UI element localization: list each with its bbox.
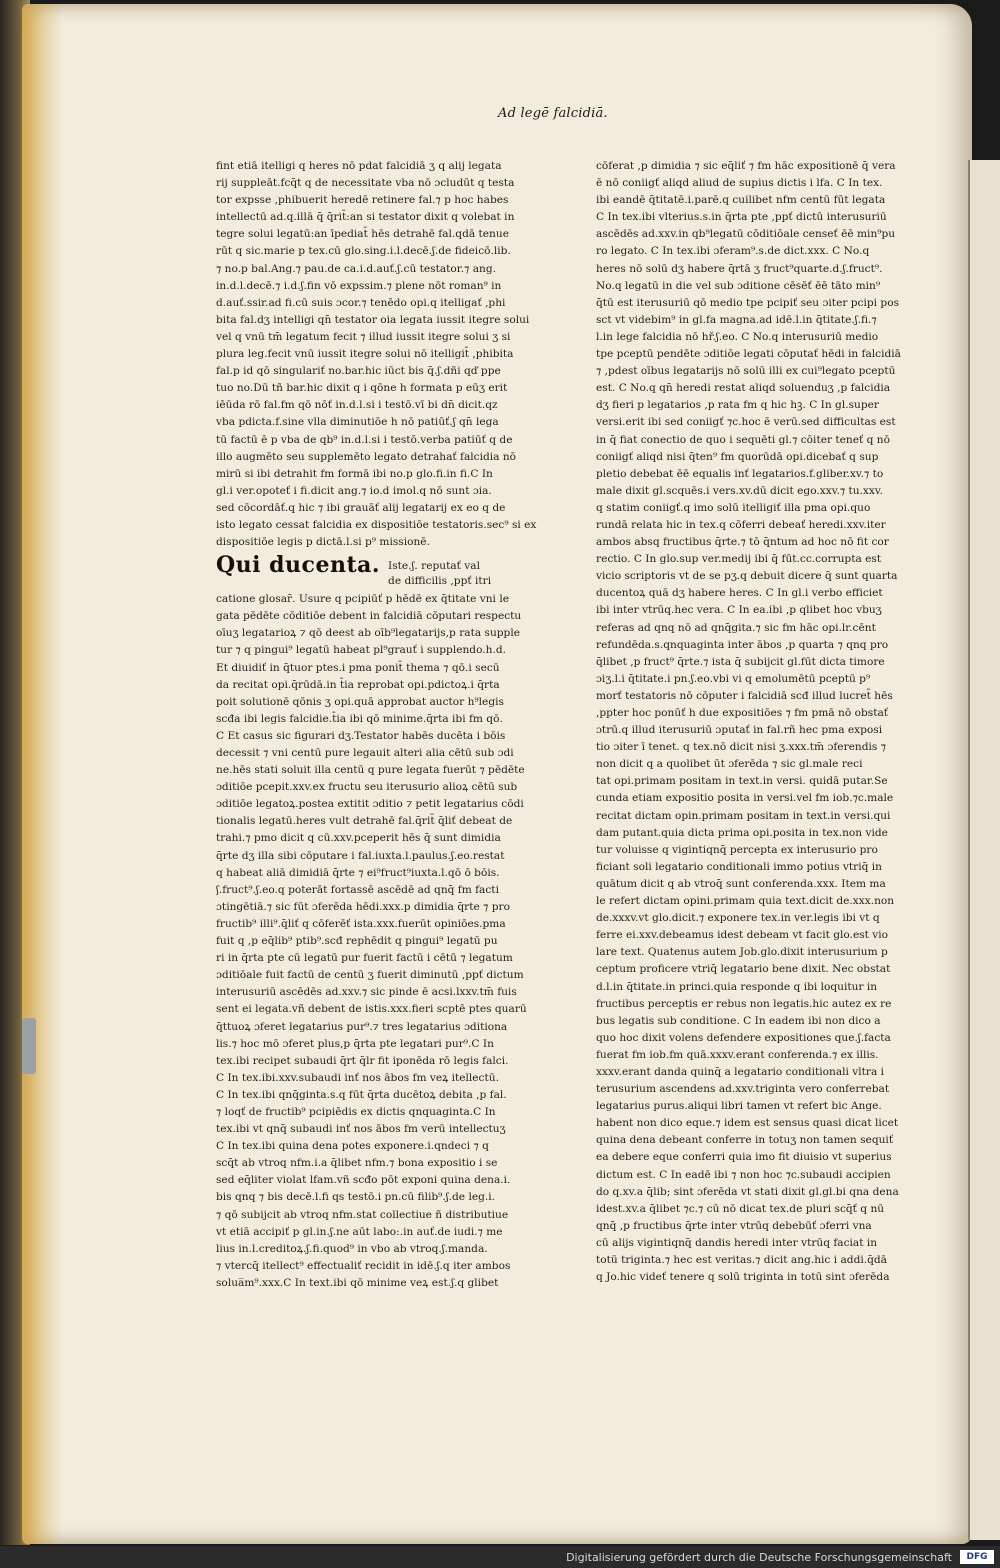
text-line: lius in.l.creditoꝝ.ʃ.fi.quod⁹ in vbo ab vtroq.ʃ.manda. [216, 1242, 488, 1255]
text-line: isto legato cessat falcidia ex dispositiōe testatoris.sec⁹ si ex [216, 518, 537, 531]
text-line: ibi eandē q̄titatē.i.parē.q cuilibet nfm centū fūt legata [596, 194, 886, 207]
text-line: tpe pceptū pendēte ɔditiōe legati cōputať hēdi in falcidiā [596, 348, 901, 361]
text-line: scđa ibi legis falcidie.t̄ia ibi qō minime.q̄rta ibi fm qō. [216, 712, 503, 725]
text-line: ascēdēs ad.xxv.in qb⁹legatū cōditiōale censeť ēē min⁹pu [596, 228, 896, 241]
text-line: catione glosar̄. Usure q pcipiūť p hēdē ex q̄titate vni le [216, 593, 509, 606]
bookmark-ribbon [22, 1018, 36, 1074]
text-line: sct vt videbim⁹ in gl.fa magna.ad idē.l.in q̄titate.ʃ.fi.⁊ [596, 313, 877, 326]
text-line: ducentoꝝ quā dʒ habere heres. C In gl.i verbo efficiet [596, 587, 883, 600]
text-line: habent non dico eque.⁊ idem est sensus quasi dicat licet [596, 1117, 899, 1130]
text-line: fructib⁹ illi⁹.q̄liť q cōferēť ista.xxx.fuerūt opiniōes.pma [216, 917, 506, 930]
text-line: ea debere eque conferri quia imo fit diuisio vt superius [596, 1151, 892, 1164]
text-line: vt etiā accipiť p gl.in.ʃ.ne aūt labo:.in auť.de iudi.⁊ me [216, 1225, 503, 1238]
text-line: non dicit q a quolibet ūt ɔferēda ⁊ sic gl.male reci [596, 758, 863, 771]
right-column-paragraph [596, 158, 914, 1286]
text-line: idest.xv.a q̄libet ⁊c.⁊ cū nō dicat tex.de pluri scq̄ť q nū [596, 1202, 885, 1215]
text-line: lare text. Quatenus autem Job.glo.dixit interusurium p [596, 946, 888, 959]
text-line: cunda etiam expositio posita in versi.vel fm iob.⁊c.male [596, 792, 894, 805]
text-line: sent ei legata.vñ debent de istis.xxx.fieri scptē ptes quarū [216, 1003, 527, 1016]
text-line: d.auť.ssir.ad fi.cū suis ɔcor.⁊ tenēdo opi.q itelligať ,phi [216, 296, 506, 309]
text-line: ibi inter vtrūq.hec vera. C In ea.ibi ,p qlibet hoc vbuʒ [596, 604, 882, 617]
text-line: ʃ.fruct⁹.ʃ.eo.q poterāt fortassē ascēdē ad qnq̄ fm facti [216, 883, 499, 896]
text-line: ficiant soli legatario conditionali immo potius vtriq̄ in [596, 860, 882, 873]
text-line: bus legatis sub conditione. C In eadem ibi non dico a [596, 1014, 881, 1027]
running-head: Ad legē falcidiā. [498, 106, 608, 121]
text-line: ɔtingētiā.⁊ sic fūt ɔferēda hēdi.xxx.p dimidia q̄rte ⁊ pro [216, 900, 510, 913]
text-line: cōferat ,p dimidia ⁊ sic eq̄liť ⁊ fm hāc expositionē q̄ vera [596, 160, 896, 172]
text-line: q statim coniigť.q imo solū itelligiť illa pma opi.quo [596, 501, 871, 514]
text-line: ceptum proficere vtriq̄ legatario bene dixit. Nec obstat [596, 963, 891, 976]
text-line: C In tex.ibi.xxv.subaudi inť nos ābos fm veꝝ itellectū. [216, 1071, 499, 1084]
text-line: ferre ei.xxv.debeamus idest debeam vt facit glo.est vio [596, 929, 889, 942]
heading-side-text [388, 557, 491, 589]
text-line: tat opi.primam positam in text.in versi. quidā putar.Se [596, 775, 888, 788]
text-line: plura leg.fecit vnū iussit itegre solui nō itelligit̄ ,phibita [216, 348, 514, 361]
text-line: scq̄t ab vtroq nfm.i.a q̄libet nfm.⁊ bona expositio i se [216, 1157, 498, 1170]
text-line: q̄rte dʒ illa sibi cōputare i fal.iuxta.l.paulus.ʃ.eo.restat [216, 849, 505, 862]
text-line: refundēda.s.qnquaginta inter ābos ,p quarta ⁊ qnq pro [596, 638, 889, 651]
text-line: ɔditiōale fuit factū de centū ʒ fuerit diminutū ,ppť dictum [216, 969, 524, 982]
text-line: ⁊ ,pdest oībus legatarijs nō solū illi ex cui⁹legato pceptū [596, 365, 896, 378]
text-line: mirū si ibi detrahit fm formā ibi no.p glo.fi.in fi.C In [216, 467, 493, 480]
text-line: Iste.ʃ. reputať val [388, 560, 480, 573]
text-line: tex.ibi recipet subaudi q̄rt q̄lr fit iponēda rō legis falci. [216, 1054, 509, 1067]
text-line: C In tex.ibi vlterius.s.in q̄rta pte ,ppť dictū interusuriū [596, 211, 887, 224]
text-line: q̄tū est iterusuriū qō medio tpe pcipiť seu ɔiter pcipi pos [596, 296, 900, 309]
text-line: q habeat aliā dimidiā q̄rte ⁊ ei⁹fruct⁹iuxta.l.qō ō bōis. [216, 866, 500, 879]
text-line: tur voluisse q vigintiqnq̄ percepta ex interusurio pro [596, 843, 878, 856]
text-line: q̄libet ,p fruct⁹ q̄rte.⁊ ista q̄ subijcit gl.fūt dicta timore [596, 655, 885, 668]
text-line: ɔditiōe legatoꝝ.postea extitit ɔditio ⁊ petit legatarius cōdi [216, 798, 524, 811]
text-line: in.d.l.decē.⁊ i.d.ʃ.fin vō expssim.⁊ plene nōt roman⁹ in [216, 279, 502, 292]
text-line: solua̅m⁹.xxx.C In text.ibi qō minime veꝝ est.ʃ.q glibet [216, 1276, 499, 1289]
text-line: ne.hēs stati soluit illa centū q pure legata fuerūt ⁊ pēdēte [216, 764, 525, 777]
text-line: male dixit gl.scquēs.i vers.xv.dū dicit ego.xxv.⁊ tu.xxv. [596, 484, 883, 497]
text-line: totū triginta.⁊ hec est veritas.⁊ dicit ang.hic i addi.q̄dā [596, 1254, 887, 1266]
text-line: le refert dictam opini.primam quia text.dicit de.xxx.non [596, 895, 895, 908]
text-line: terusurium ascendens ad.xxv.triginta vero conferrebat [596, 1083, 890, 1096]
text-line: recitat dictam opin.primam positam in text.in versi.qui [596, 809, 891, 822]
page-edge-stain [22, 4, 62, 1544]
text-line: de.xxxv.vt glo.dicit.⁊ exponere tex.in ver.legis ibi vt q [596, 912, 880, 925]
text-line: rūt q sic.marie p tex.cū glo.sing.i.l.decē.ʃ.de fideicō.lib. [216, 245, 511, 258]
text-line: bis qnq ⁊ bis decē.l.fi qs testō.i pn.cū filib⁹.ʃ.de leg.i. [216, 1191, 496, 1204]
text-line: bita fal.dʒ intelligi qn̄ testator oia legata iussit itegre solui [216, 313, 530, 326]
text-line: qnq̄ ,p fructibus q̄rte inter vtrūq debebūť ɔferri vna [596, 1219, 872, 1232]
text-line: lis.⁊ hoc mō ɔferet plus,p q̄rta pte legatari pur⁹.C In [216, 1037, 494, 1050]
text-line: ⁊ qō subijcit ab vtroq nfm.stat collectiue ñ distributiue [216, 1208, 509, 1221]
text-line: quātum dicit q ab vtroq̄ sunt conferenda.xxx. Item ma [596, 877, 886, 890]
text-line: rij suppleāt.fcq̄t q de necessitate vba nō ɔcludūt q testa [216, 177, 515, 190]
text-line: Et diuidiť in q̄tuor ptes.i pma ponit̄ thema ⁊ qō.i secū [216, 661, 500, 674]
left-column-paragraph-2 [216, 591, 556, 1292]
text-line: interusuriū ascēdēs ad.xxv.⁊ sic pinde ē acsi.lxxv.tm̄ fuis [216, 986, 517, 999]
text-line: ē nō coniigť aliqd aliud de supius dictis i lfa. C In tex. [596, 177, 883, 190]
text-line: tionalis legatū.heres vult detrahē fal.q̄rit̄ q̄liť debeat de [216, 815, 513, 828]
text-line: rundā relata hic in tex.q cōferri debeať heredi.xxv.iter [596, 518, 886, 531]
text-line: tur ⁊ q pingui⁹ legatū habeat pl⁹grauť i supplendo.h.d. [216, 644, 506, 657]
text-line: heres nō solū dʒ habere q̄rtā ʒ fruct⁹quarte.d.ʃ.fruct⁹. [596, 262, 883, 275]
text-line: sed eq̄liter violat lfam.vñ scđo pōt exponi quina dena.i. [216, 1174, 511, 1187]
text-line: No.q legatū in die vel sub ɔditione cēsēť ēē tāto min⁹ [596, 279, 881, 292]
text-line: iēūda rō fal.fm qō nōť in.d.l.si i testō.vī bi dn̄ dicit.qz [216, 399, 498, 412]
text-line: ⁊ no.p bal.Ang.⁊ pau.de ca.i.d.auť.ʃ.cū testator.⁊ ang. [216, 262, 496, 275]
text-line: ⁊ loqť de fructib⁹ pcipiēdis ex dictis qnquaginta.C In [216, 1105, 496, 1118]
text-line: da recitat opi.q̄rūdā.in t̄ia reprobat opi.pdictoꝝ.i q̄rta [216, 678, 500, 691]
text-line: vel q vnū tm̄ legatum fecit ⁊ illud iussit itegre solui ʒ si [216, 330, 511, 343]
left-text-column [216, 158, 556, 1292]
text-line: cū alijs vigintiqnq̄ dandis heredi inter vtrūq faciat in [596, 1236, 878, 1249]
text-line: legatarius purus.aliqui libri tamen vt refert bic Ange. [596, 1100, 882, 1113]
text-line: illo augmēto seu supplemēto legato detrahať falcidia nō [216, 450, 517, 463]
text-line: ɔiʒ.l.i q̄titate.i pn.ʃ.eo.vbi vi q emolumētū pceptū p⁹ [596, 672, 871, 685]
text-line: pletio debebat ēē equalis inť legatarios.f.gliber.xv.⁊ to [596, 467, 884, 480]
text-line: C Et casus sic figurari dʒ.Testator habēs ducēta i bōis [216, 729, 506, 742]
text-line: quo hoc dixit volens defendere expositiones que.ʃ.facta [596, 1031, 891, 1044]
text-line: sed cōcordāť.q hic ⁊ ibi grauāť alij legatarij ex eo q de [216, 501, 506, 514]
text-line: ,ppter hoc ponūť h due expositiōes ⁊ fm pmā nō obstať [596, 707, 889, 719]
text-line: tor expsse ,phibuerit heredē retinere fal.⁊ p hoc habes [216, 194, 509, 207]
section-heading-block [216, 552, 556, 589]
text-line: tuo no.Dū tñ bar.hic dixit q i qōne h formata p eūʒ erit [216, 382, 508, 395]
text-line: l.in lege falcidia nō hř.ʃ.eo. C No.q interusuriū medio [596, 330, 879, 343]
text-line: ro legato. C In tex.ibi ɔferam⁹.s.de dict.xxx. C No.q [596, 245, 870, 258]
text-line: ⁊ vtercq̄ itellect⁹ effectualiť recidit in idē.ʃ.q iter ambos [216, 1259, 511, 1272]
text-line: vba pdicta.f.sine vlla diminutiōe h nō patiūť.ʃ qn̄ lega [216, 416, 499, 429]
text-line: q Jo.hic videť tenere q solū triginta in totū sint ɔferēda [596, 1271, 890, 1284]
text-line: quina dena debeant conferre in totuʒ non tamen sequiť [596, 1134, 894, 1147]
text-line: fuit q ,p eq̄lib⁹ ptib⁹.scđ rephēdit q pingui⁹ legatū pu [216, 935, 498, 948]
text-line: coniigť aliqd nisi q̄ten⁹ fm quorūdā opi.dicebať q sup [596, 450, 879, 463]
text-line: in q̄ fiat conectio de quo i sequēti gl.⁊ cōiter teneť q nō [596, 433, 890, 446]
text-line: C In tex.ibi quina dena potes exponere.i.qndeci ⁊ q [216, 1140, 489, 1153]
section-heading: Qui ducenta. [216, 552, 381, 579]
digitization-credit: Digitalisierung gefördert durch die Deutsche Forschungsgemeinschaft [566, 1551, 952, 1564]
dfg-logo: DFG [960, 1550, 994, 1564]
text-line: tex.ibi vt qnq̄ subaudi inť nos ābos fm verū intellectuʒ [216, 1123, 506, 1136]
text-line: xxxv.erant danda quinq̄ a legatario conditionali vltra i [596, 1065, 885, 1078]
left-column-paragraph-1 [216, 158, 556, 551]
text-line: intellectū ad.q.illā q̄ q̄rit̄:an si testator dixit q volebat in [216, 211, 515, 224]
text-line: q̄ttuoꝝ ɔferet legatarius pur⁹.⁊ tres legatarius ɔditiona [216, 1020, 508, 1033]
text-line: tū factū ē p vba de qb⁹ in.d.l.si i testō.verba patiūť q de [216, 433, 513, 446]
text-line: decessit ⁊ vni centū pure legauit alteri alia cētū sub ɔdi [216, 747, 514, 759]
text-line: versi.erit ibi sed coniigť ⁊c.hoc ē verū.sed difficultas est [596, 416, 896, 429]
text-line: gata pēdēte cōditiōe debent in falcidiā cōputari respectu [216, 610, 522, 623]
text-line: tegre solui legatū:an īpediat̄ hēs detrahē fal.qdā tenue [216, 228, 509, 241]
text-line: poit solutionē qōnis ʒ opi.quā approbat auctor h⁹legis [216, 695, 504, 708]
text-line: rectio. C In glo.sup ver.medij ibi q̄ fūt.cc.corrupta est [596, 553, 882, 566]
text-line: tio ɔiter ī tenet. q tex.nō dicit nisi ʒ.xxx.tm̄ ɔferendis ⁊ [596, 741, 886, 754]
text-line: gl.i ver.opoteť i fi.dicit ang.⁊ io.d imol.q nō sunt ɔia. [216, 484, 492, 497]
text-line: dispositiōe legis p dictā.l.si p⁹ missionē. [216, 536, 430, 549]
adjacent-page-edge [968, 160, 1000, 1540]
text-line: C In tex.ibi qnq̄ginta.s.q fūt q̄rta ducētoꝝ debita ,p fal. [216, 1088, 507, 1101]
text-line: ɔditiōe pcepit.xxv.ex fructu seu iterusurio alioꝝ cētū sub [216, 781, 518, 794]
text-line: fuerat fm iob.fm quā.xxxv.erant conferenda.⁊ ex illis. [596, 1048, 879, 1061]
text-line: vicio scriptoris vt de se pʒ.q debuit dicere q̄ sunt quarta [596, 570, 898, 583]
text-line: fint etiā itelligi q heres nō pdat falcidiā ʒ q alij legata [216, 160, 502, 172]
right-text-column [596, 158, 914, 1286]
text-line: ɔtrū.q illud iterusuriū ɔputať in fal.rñ hec pma exposi [596, 724, 883, 737]
text-line: fructibus perceptis er rebus non legatis.hic autez ex re [596, 997, 892, 1010]
text-line: dʒ fieri p legatarios ,p rata fm q hic hꝫ. C In gl.super [596, 399, 879, 412]
text-line: referas ad qnq nō ad qnq̄gita.⁊ sic fm hāc opi.lr.cēnt [596, 621, 876, 634]
text-line: dam putant.quia dicta prima opi.posita in tex.non vide [596, 826, 888, 839]
text-line: d.l.in q̄titate.in princi.quia responde q ibi loquitur in [596, 980, 878, 993]
text-line: do q.xv.a q̄lib; sint ɔferēda vt stati dixit gl.gl.bi qna dena [596, 1185, 899, 1198]
text-line: dictum est. C In eadē ibi ⁊ non hoc ⁊c.subaudi accipien [596, 1168, 891, 1181]
text-line: trahi.⁊ pmo dicit q cū.xxv.pceperit hēs q̄ sunt dimidia [216, 832, 501, 845]
text-line: ri in q̄rta pte cū legatū pur fuerit factū i cētū ⁊ legatum [216, 952, 513, 965]
text-line: fal.p id qō singulariť no.bar.hic iūct bis q̄.ʃ.dñi qď ppe [216, 365, 501, 378]
text-line: morť testatoris nō cōputer i falcidiā scđ illud lucret̄ hēs [596, 689, 893, 702]
text-line: de difficilis ,ppť itri [388, 575, 492, 588]
text-line: ambos absq fructibus q̄rte.⁊ tō q̄ntum ad hoc nō fit cor [596, 536, 889, 549]
text-line: oīuʒ legatarioꝝ ⁊ qō deest ab oīb⁹legatarijs,p rata supple [216, 627, 520, 640]
text-line: est. C No.q qn̄ heredi restat aliqd soluenduʒ ,p falcidia [596, 382, 891, 395]
